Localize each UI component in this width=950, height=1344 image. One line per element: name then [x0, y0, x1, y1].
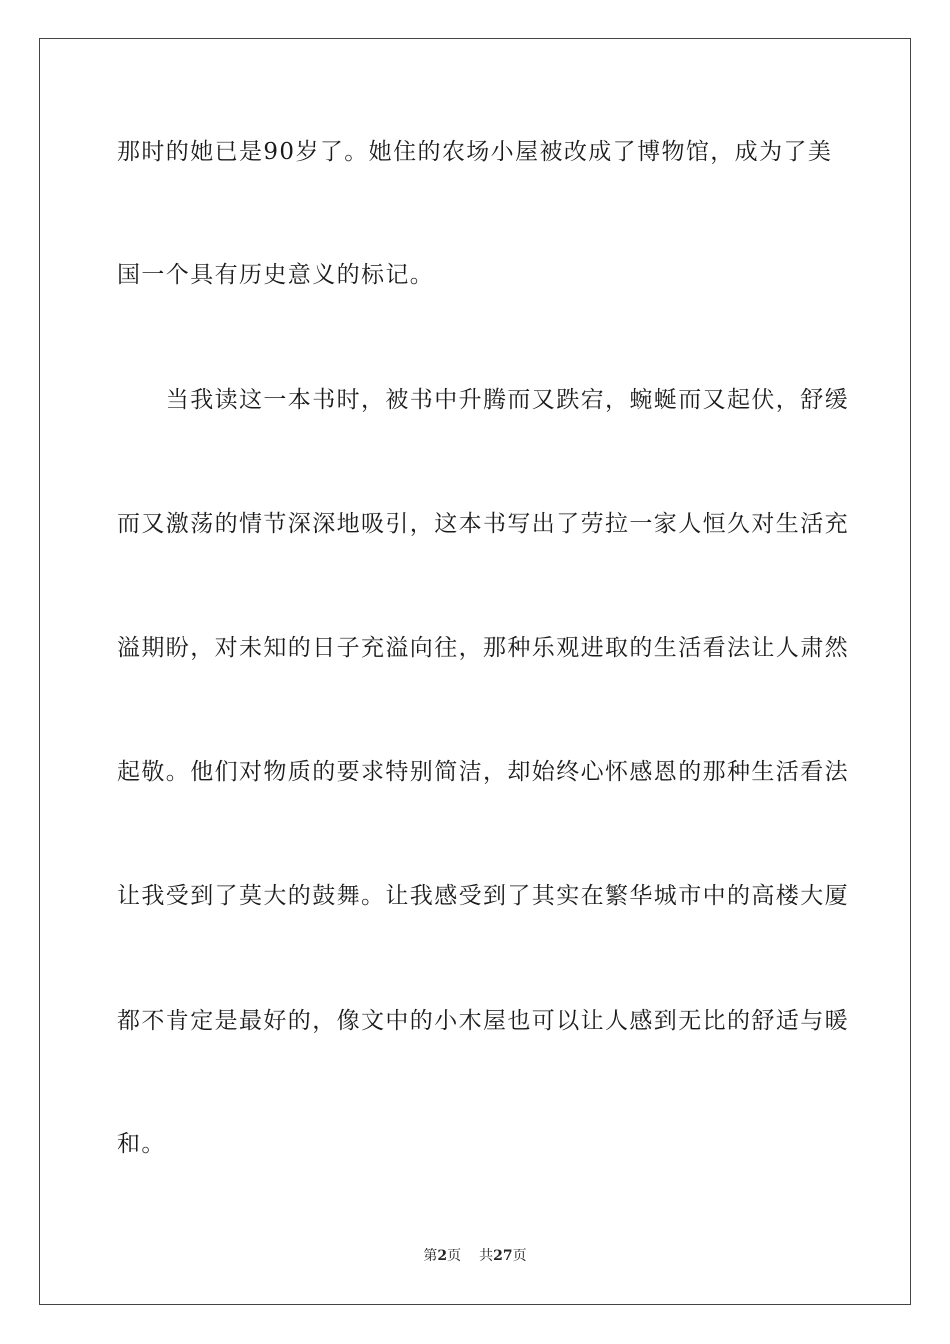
body-line: 当我读这一本书时，被书中升腾而又跌宕，蜿蜒而又起伏，舒缓: [117, 387, 849, 413]
body-line: 那时的她已是90岁了。她住的农场小屋被改成了博物馆，成为了美: [117, 139, 833, 165]
page-footer: [0, 1247, 950, 1265]
footer-page-prefix: 第: [423, 1248, 438, 1264]
footer-total-prefix: 共: [479, 1248, 494, 1264]
body-line: 都不肯定是最好的，像文中的小木屋也可以让人感到无比的舒适与暖: [117, 1008, 849, 1034]
body-line: 让我受到了莫大的鼓舞。让我感受到了其实在繁华城市中的高楼大厦: [117, 883, 849, 909]
body-line: 起敬。他们对物质的要求特别简洁，却始终心怀感恩的那种生活看法: [117, 759, 849, 785]
page-frame: [39, 38, 911, 1305]
body-line: 溢期盼，对未知的日子充溢向往，那种乐观进取的生活看法让人肃然: [117, 635, 849, 661]
footer-page-number: 2: [437, 1248, 448, 1264]
body-line: 和。: [117, 1131, 166, 1157]
footer-total-pages: 27: [493, 1248, 513, 1264]
footer-page-suffix: 页: [447, 1248, 462, 1264]
body-line: 国一个具有历史意义的标记。: [117, 262, 435, 288]
footer-total-suffix: 页: [512, 1248, 527, 1264]
body-line: 而又激荡的情节深深地吸引，这本书写出了劳拉一家人恒久对生活充: [117, 511, 849, 537]
